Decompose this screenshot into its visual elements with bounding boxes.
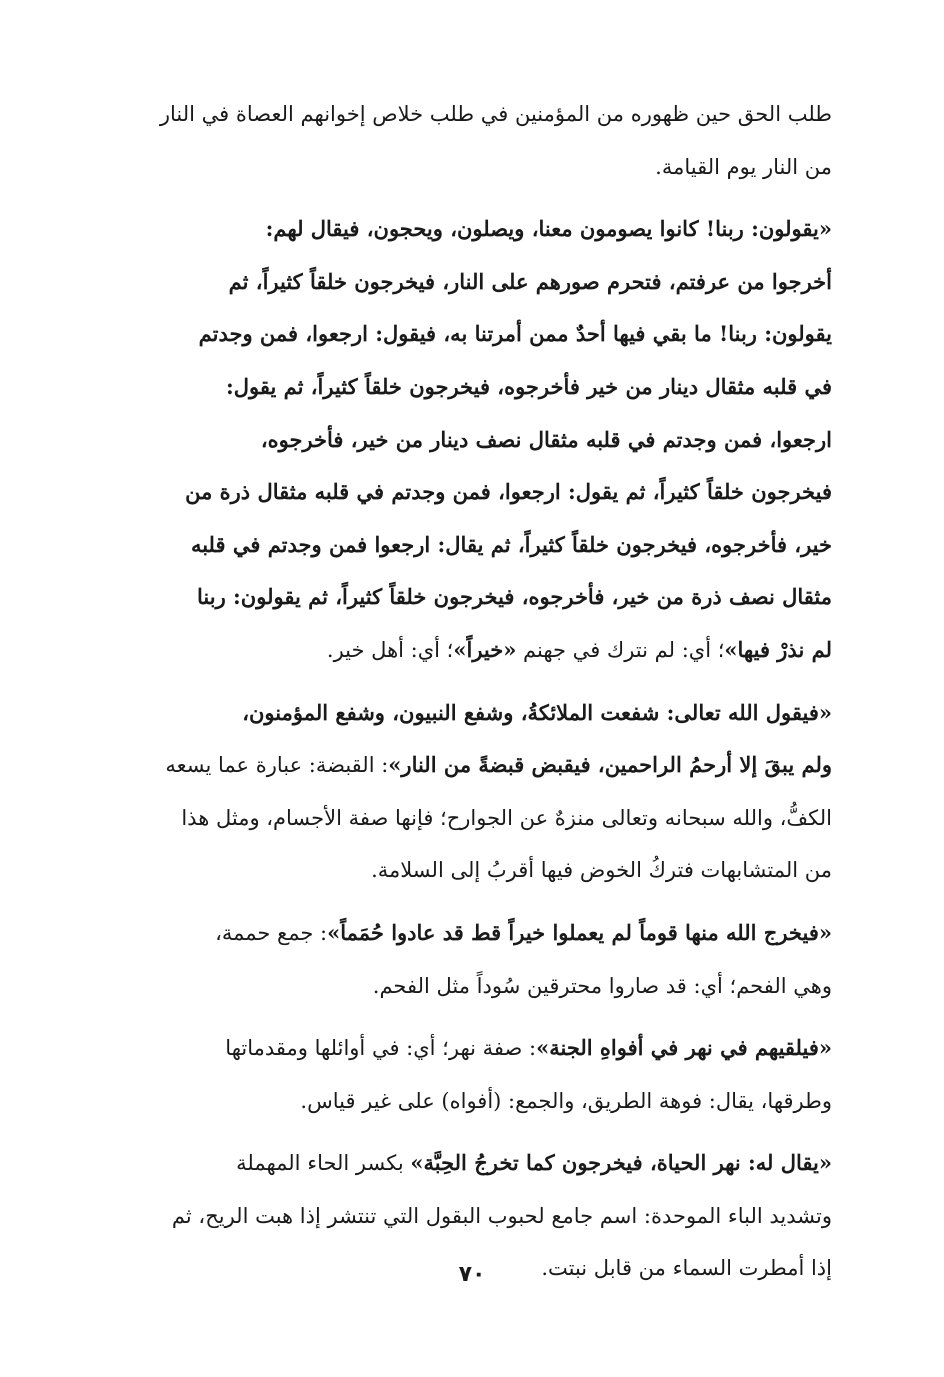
commentary-text: طلب الحق حين ظهوره من المؤمنين في طلب خلاص إخوانهم العصاة في النار — [159, 102, 832, 126]
hadith-text: «فيلقيهم في نهر في أفواهِ الجنة» — [536, 1035, 832, 1061]
commentary-text: بكسر الحاء المهملة — [236, 1151, 411, 1176]
text-line — [118, 308, 832, 361]
commentary-text: ؛ أي: أهل خير. — [326, 637, 454, 662]
hadith-text: «خيراً» — [453, 636, 517, 662]
text-line — [118, 466, 832, 519]
paragraph — [118, 203, 832, 676]
commentary-text: من النار يوم القيامة. — [655, 154, 832, 179]
commentary-text: من المتشابهات فتركُ الخوض فيها أقربُ إلى السلامة. — [371, 858, 832, 883]
hadith-text: مثقال نصف ذرة من خير، فأخرجوه، فيخرجون خلقاً كثيراً، ثم يقولون: ربنا — [197, 584, 832, 610]
text-line — [118, 907, 832, 960]
text-line — [118, 361, 832, 414]
text-line — [118, 88, 832, 141]
commentary-text: وتشديد الباء الموحدة: اسم جامع لحبوب البقول التي تنتشر إذا هبت الريح، ثم — [171, 1203, 832, 1228]
text-line — [118, 1137, 832, 1190]
hadith-text: «يقال له: نهر الحياة، فيخرجون كما تخرجُ الحِبَّة» — [410, 1150, 832, 1176]
text-line — [118, 571, 832, 624]
commentary-text: : جمع حممة، — [215, 920, 328, 945]
text-line — [118, 203, 832, 256]
hadith-text: «فيخرج الله منها قوماً لم يعملوا خيراً قط قد عادوا حُمَماً» — [327, 919, 832, 945]
hadith-text: «يقولون: ربنا! كانوا يصومون معنا، ويصلون، ويحجون، فيقال لهم: — [265, 216, 832, 242]
commentary-text: الكفُّ، والله سبحانه وتعالى منزهٌ عن الجوارح؛ فإنها صفة الأجسام، ومثل هذا — [181, 805, 832, 830]
commentary-text: وطرقها، يقال: فوهة الطريق، والجمع: (أفواه) على غير قياس. — [300, 1088, 832, 1113]
text-line — [118, 1022, 832, 1075]
hadith-text: فيخرجون خلقاً كثيراً، ثم يقول: ارجعوا، فمن وجدتم في قلبه مثقال ذرة من — [185, 479, 832, 505]
text-line — [118, 519, 832, 572]
hadith-text: «فيقول الله تعالى: شفعت الملائكةُ، وشفع النبيون، وشفع المؤمنون، — [242, 699, 832, 725]
page-body — [118, 88, 832, 1305]
text-line — [118, 687, 832, 740]
page-number: ٧٠ — [458, 1262, 486, 1287]
text-line — [118, 141, 832, 194]
hadith-text: أخرجوا من عرفتم، فتحرم صورهم على النار، فيخرجون خلقاً كثيراً، ثم — [228, 268, 832, 294]
commentary-text: ؛ أي: لم نترك في جهنم — [516, 637, 725, 662]
text-line — [118, 256, 832, 309]
commentary-text: : صفة نهر؛ أي: في أوائلها ومقدماتها — [225, 1036, 537, 1061]
text-line — [118, 414, 832, 467]
commentary-text: وهي الفحم؛ أي: قد صاروا محترقين سُوداً مثل الفحم. — [372, 973, 832, 998]
hadith-text: في قلبه مثقال دينار من خير فأخرجوه، فيخرجون خلقاً كثيراً، ثم يقول: — [226, 373, 832, 399]
text-line — [118, 1075, 832, 1128]
text-line — [118, 739, 832, 792]
text-line — [118, 624, 832, 677]
hadith-text: ولم يبقَ إلا أرحمُ الراحمين، فيقبض قبضةً من النار» — [388, 752, 832, 778]
hadith-text: يقولون: ربنا! ما بقي فيها أحدٌ ممن أمرتنا به، فيقول: ارجعوا، فمن وجدتم — [198, 321, 832, 347]
paragraph — [118, 687, 832, 897]
commentary-text: إذا أمطرت السماء من قابل نبتت. — [541, 1256, 832, 1281]
text-line — [118, 792, 832, 845]
text-line — [118, 960, 832, 1013]
paragraph — [118, 907, 832, 1012]
commentary-text: : القبضة: عبارة عما يسعه — [165, 753, 389, 778]
paragraph — [118, 88, 832, 193]
text-line — [118, 1190, 832, 1243]
paragraph — [118, 1022, 832, 1127]
hadith-text: ارجعوا، فمن وجدتم في قلبه مثقال نصف دينار من خير، فأخرجوه، — [260, 426, 832, 452]
text-line — [118, 844, 832, 897]
hadith-text: خير، فأخرجوه، فيخرجون خلقاً كثيراً، ثم يقال: ارجعوا فمن وجدتم في قلبه — [190, 531, 832, 557]
hadith-text: لم نذرْ فيها» — [724, 636, 832, 662]
